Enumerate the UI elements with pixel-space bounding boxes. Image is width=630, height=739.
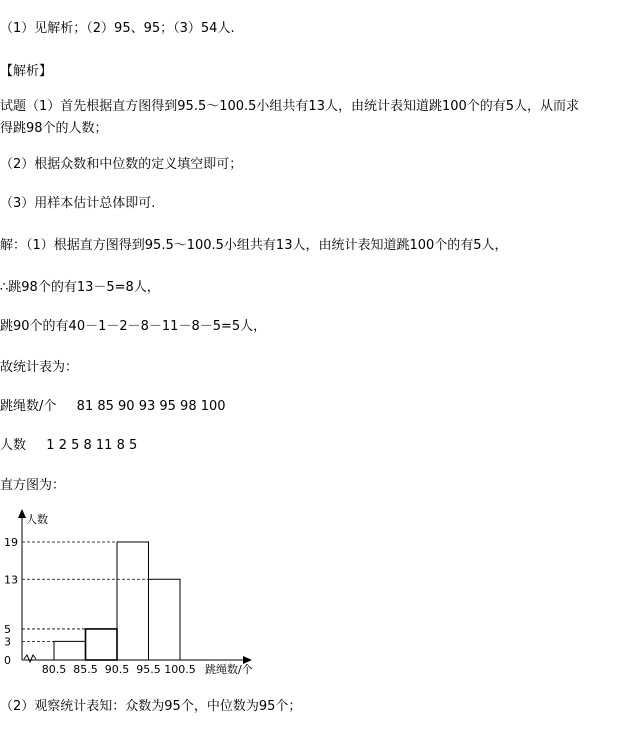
table-row-count-label: 人数 [0, 438, 27, 453]
axis-break [24, 655, 36, 662]
x-tick-label: 80.5 [41, 663, 67, 676]
histogram-bar [149, 579, 181, 660]
table-row-jumps-values: 81 85 90 93 95 98 100 [76, 399, 226, 414]
x-axis-label: 跳绳数/个 [205, 663, 253, 676]
histogram-bar [54, 641, 86, 660]
analysis-line-1: 试题（1）首先根据直方图得到95.5～100.5小组共有13人，由统计表知道跳100个的有5人，从而求 [0, 99, 580, 114]
y-axis-arrow [18, 509, 26, 518]
table-row-jumps-label: 跳绳数/个 [0, 399, 57, 414]
conclusion-line: （2）观察统计表知：众数为95个，中位数为95个； [0, 699, 302, 714]
table-row-count-values: 1 2 5 8 11 8 5 [46, 438, 138, 453]
y-tick-label: 19 [4, 536, 18, 549]
y-axis-label: 人数 [26, 513, 48, 526]
x-tick-label: 95.5 [136, 663, 161, 676]
analysis-line-4: （3）用样本估计总体即可. [0, 196, 156, 211]
y-tick-label: 13 [4, 573, 18, 587]
solution-line-1: 解：（1）根据直方图得到95.5～100.5小组共有13人，由统计表知道跳100个的有5人， [0, 238, 508, 253]
histogram-intro: 直方图为： [0, 478, 66, 493]
solution-line-2: ∴跳98个的有13－5=8人， [0, 280, 160, 295]
y-tick-label: 3 [4, 635, 11, 649]
section-title: 【解析】 [0, 64, 53, 79]
analysis-line-2: 得跳98个的人数； [0, 121, 108, 136]
x-tick-label: 90.5 [104, 663, 130, 676]
x-tick-label: 85.5 [73, 663, 98, 676]
solution-line-3: 跳90个的有40－1－2－8－11－8－5=5人， [0, 319, 267, 334]
histogram-chart [0, 505, 300, 685]
answer-line: （1）见解析；（2）95、95；（3）54人. [0, 21, 235, 36]
histogram-bar [117, 542, 149, 660]
analysis-line-3: （2）根据众数和中位数的定义填空即可； [0, 157, 243, 172]
table-row-count [0, 437, 137, 455]
histogram-bar [86, 629, 118, 660]
x-tick-label: 100.5 [164, 663, 196, 676]
y-tick-label: 5 [4, 622, 11, 636]
solution-line-4: 故统计表为： [0, 360, 79, 375]
y-tick-label: 0 [4, 654, 11, 667]
table-row-jumps [0, 398, 226, 416]
